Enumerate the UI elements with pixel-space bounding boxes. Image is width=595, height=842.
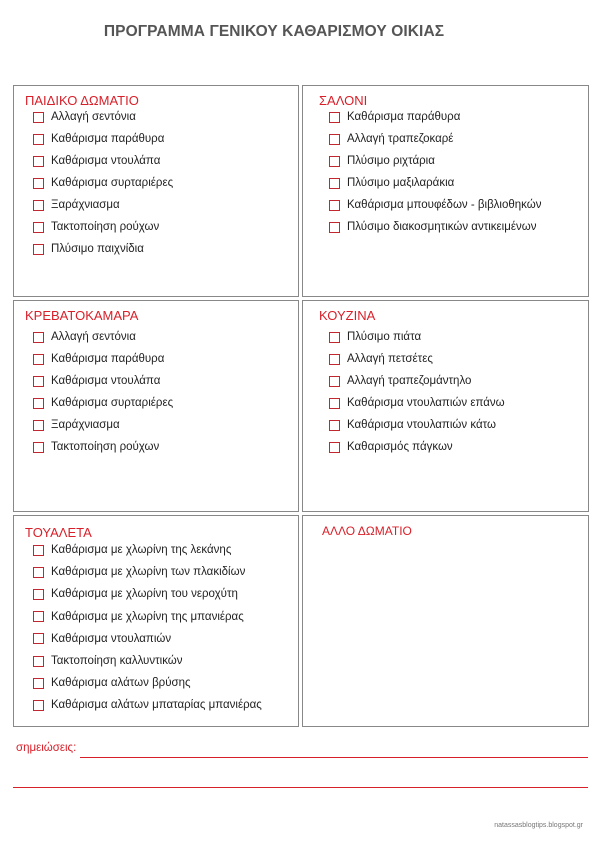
checklist-item[interactable] [33,131,164,147]
checklist-item-label: Καθάρισμα ντουλάπα [51,375,161,387]
checklist-item[interactable] [33,653,183,669]
checklist-item[interactable] [33,153,160,169]
checkbox[interactable] [329,200,340,211]
section-title: ΠΑΙΔΙΚΟ ΔΩΜΑΤΙΟ [25,93,139,108]
checklist-item-label: Τακτοποίηση ρούχων [51,441,160,453]
section-living-room [302,85,589,297]
checklist-item-label: Πλύσιμο ριχτάρια [347,155,435,167]
checkbox[interactable] [33,134,44,145]
checkbox[interactable] [33,633,44,644]
checklist-item[interactable] [33,586,238,602]
section-title: ΣΑΛΟΝΙ [319,93,368,108]
checklist-item[interactable] [33,219,159,235]
checklist-item-label: Αλλαγή σεντόνια [51,111,136,123]
checklist-item[interactable] [33,241,144,257]
checklist-item-label: Καθάρισμα με χλωρίνη των πλακιδίων [51,566,246,579]
checkbox[interactable] [33,112,44,123]
checkbox[interactable] [329,442,340,453]
checklist-item[interactable] [33,373,160,389]
checklist-item[interactable] [329,153,435,169]
checkbox[interactable] [33,656,44,667]
checkbox[interactable] [33,222,44,233]
checkbox[interactable] [33,200,44,211]
checklist-item-label: Καθάρισμα παράθυρα [51,133,165,145]
checklist-item[interactable] [329,197,542,213]
checklist-item-label: Καθάρισμα μπουφέδων - βιβλιοθηκών [347,199,542,211]
checklist-item-label: Καθάρισμα με χλωρίνη του νεροχύτη [51,588,238,601]
checklist-item-label: Τακτοποίηση καλλυντικών [51,655,183,667]
notes-line [80,757,588,758]
checklist-item-label: Πλύσιμο παιχνίδια [51,243,144,255]
checklist-item-label: Καθάρισμα ντουλάπα [51,155,161,167]
checklist-item-label: Τακτοποίηση ρούχων [51,221,160,233]
checklist-item[interactable] [33,175,173,191]
checklist-item-label: Πλύσιμο διακοσμητικών αντικειμένων [347,221,537,233]
section-kitchen [302,300,589,512]
footer-credit: natassasblogtips.blogspot.gr [494,822,583,829]
checkbox[interactable] [329,420,340,431]
checklist-item-label: Ξαράχνιασμα [51,419,120,431]
checkbox[interactable] [329,112,340,123]
checkbox[interactable] [329,398,340,409]
checklist-item[interactable] [33,329,136,345]
checklist-item-label: Καθάρισμα με χλωρίνη της μπανιέρας [51,610,244,623]
checkbox[interactable] [329,332,340,343]
checkbox[interactable] [33,700,44,711]
checkbox[interactable] [329,156,340,167]
page-title: ΠΡΟΓΡΑΜΜΑ ΓΕΝΙΚΟΥ ΚΑΘΑΡΙΣΜΟΥ ΟΙΚΙΑΣ [103,23,445,40]
checkbox[interactable] [329,376,340,387]
checklist-item-label: Αλλαγή τραπεζοκαρέ [347,133,454,145]
checkbox[interactable] [33,244,44,255]
checklist-item-label: Αλλαγή σεντόνια [51,331,136,343]
notes-line [13,787,588,788]
checklist-item[interactable] [33,697,262,713]
checkbox[interactable] [329,134,340,145]
checklist-item[interactable] [33,609,244,625]
checklist-item-label: Πλύσιμο πιάτα [347,331,422,343]
checklist-item[interactable] [33,564,245,580]
checklist-item[interactable] [329,219,536,235]
checklist-item[interactable] [33,417,120,433]
section-other-room [302,515,589,727]
checklist-item-label: Καθάρισμα με χλωρίνη της λεκάνης [51,544,232,556]
checklist-item-label: Καθάρισμα ντουλαπιών επάνω [347,397,505,409]
checkbox[interactable] [33,354,44,365]
section-title: ΚΟΥΖΙΝΑ [319,308,376,323]
checklist-item[interactable] [33,439,159,455]
checkbox[interactable] [33,611,44,622]
checklist-item[interactable] [33,197,120,213]
checkbox[interactable] [33,567,44,578]
checkbox[interactable] [33,420,44,431]
checklist-item-label: Καθάρισμα παράθυρα [51,353,165,365]
checklist-item-label: Καθάρισμα αλάτων μπαταρίας μπανιέρας [51,699,262,712]
section-title: ΑΛΛΟ ΔΩΜΑΤΙΟ [322,524,412,538]
checklist-item[interactable] [329,417,496,433]
checkbox[interactable] [33,442,44,453]
checklist-item-label: Αλλαγή πετσέτες [347,353,433,365]
checklist-item[interactable] [329,175,454,191]
checklist-item-label: Καθάρισμα παράθυρα [347,111,461,123]
checkbox[interactable] [33,678,44,689]
checklist-item-label: Ξαράχνιασμα [51,199,120,211]
notes-label: σημειώσεις: [16,742,77,754]
checkbox[interactable] [33,376,44,387]
checklist-item[interactable] [33,351,164,367]
checklist-item[interactable] [329,329,421,345]
checklist-item[interactable] [329,109,460,125]
section-bathroom [13,515,299,727]
checklist-item-label: Καθάρισμα αλάτων βρύσης [51,677,191,690]
checkbox[interactable] [329,178,340,189]
checkbox[interactable] [33,589,44,600]
checklist-item[interactable] [33,631,171,647]
checkbox[interactable] [329,222,340,233]
checklist-item[interactable] [33,675,191,691]
checklist-item-label: Καθάρισμα ντουλαπιών [51,632,172,645]
checklist-item[interactable] [329,351,433,367]
checklist-item[interactable] [33,109,136,125]
checklist-item-label: Καθάρισμα συρταριέρες [51,177,174,189]
section-title: ΤΟΥΑΛΕΤΑ [25,525,92,540]
checklist-item-label: Πλύσιμο μαξιλαράκια [347,177,455,189]
checklist-item-label: Αλλαγή τραπεζομάντηλο [347,375,472,387]
checklist-item[interactable] [329,395,505,411]
section-title: ΚΡΕΒΑΤΟΚΑΜΑΡΑ [25,308,139,323]
checkbox[interactable] [33,332,44,343]
section-bedroom [13,300,299,512]
checkbox[interactable] [33,178,44,189]
checklist-item-label: Καθάρισμα ντουλαπιών κάτω [347,419,496,431]
section-kids-room [13,85,299,297]
checklist-item[interactable] [329,439,453,455]
checklist-item-label: Καθάρισμα συρταριέρες [51,397,174,409]
checklist-item[interactable] [329,131,453,147]
checkbox[interactable] [33,156,44,167]
checklist-item[interactable] [329,373,471,389]
checkbox[interactable] [329,354,340,365]
checkbox[interactable] [33,398,44,409]
checklist-item-label: Καθαρισμός πάγκων [347,441,453,453]
checklist-item[interactable] [33,542,231,558]
checklist-item[interactable] [33,395,173,411]
checkbox[interactable] [33,545,44,556]
